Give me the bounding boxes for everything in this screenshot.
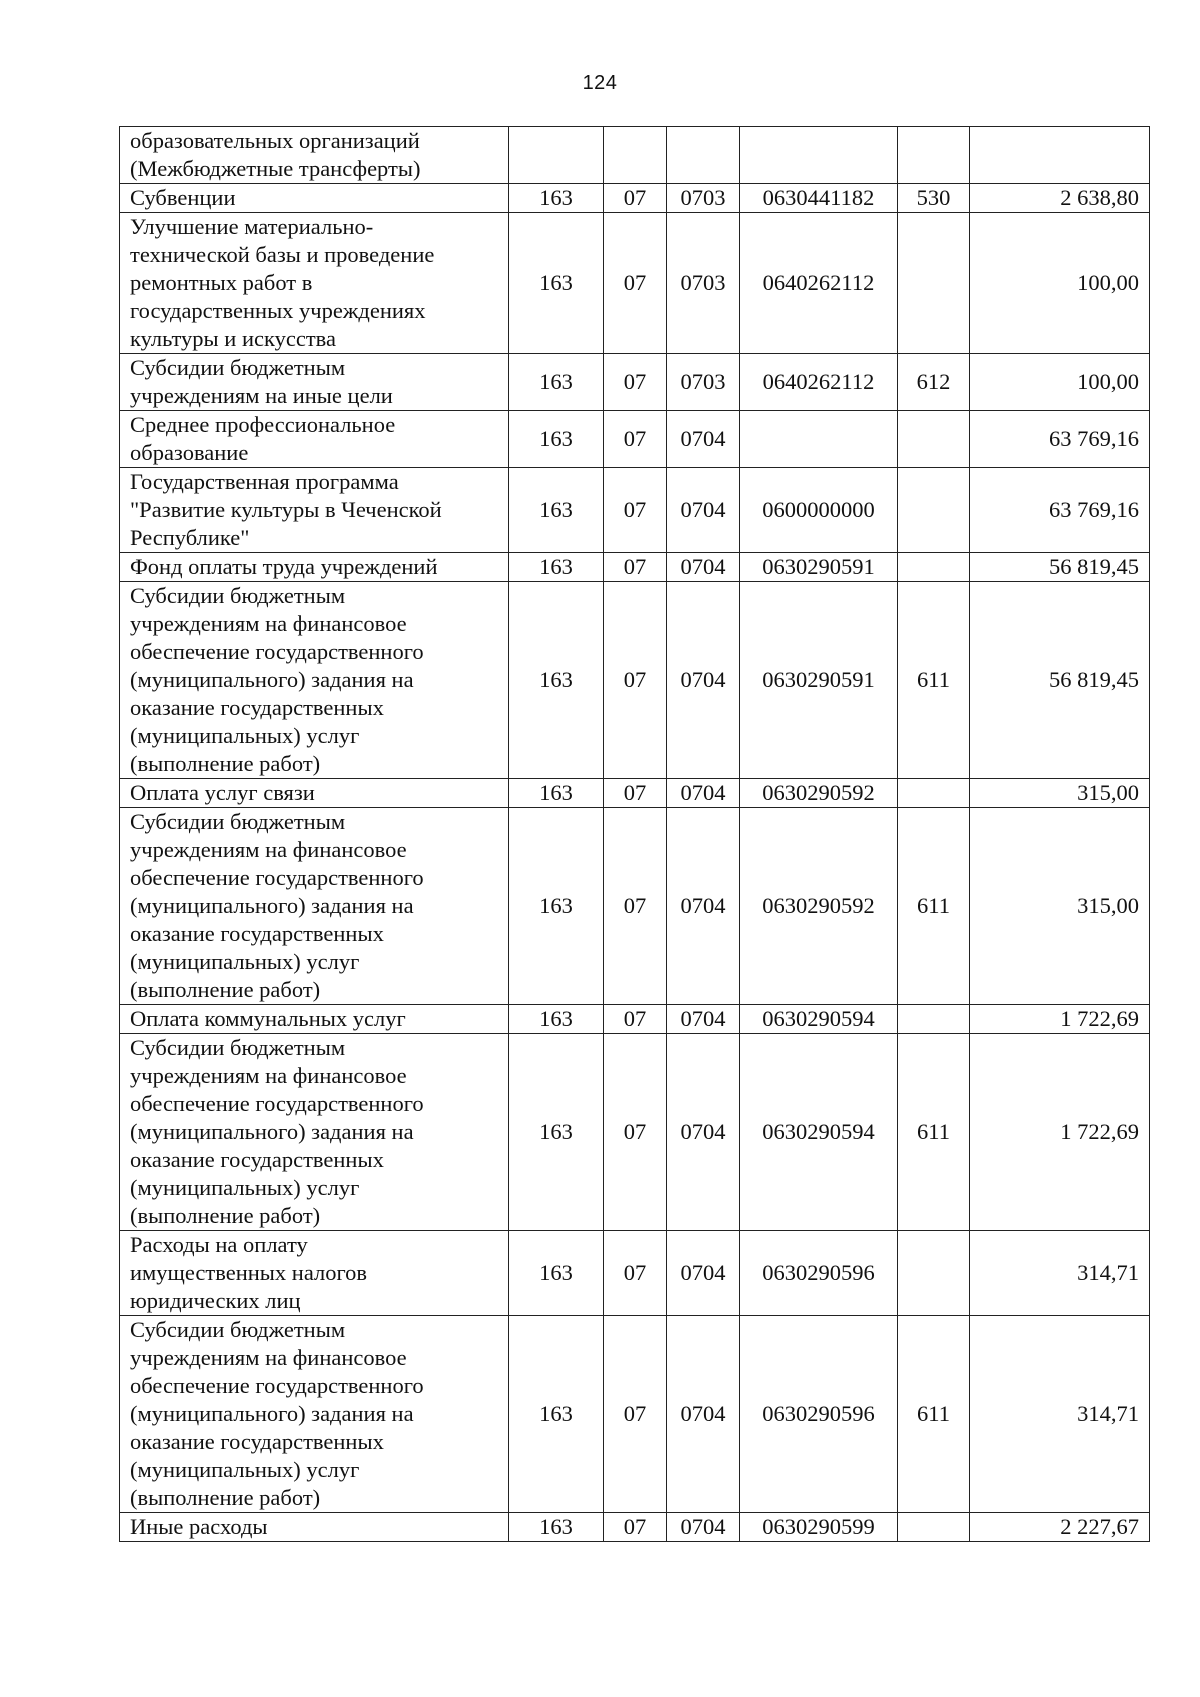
expense-type-cell (898, 468, 970, 553)
target-article-cell (740, 411, 898, 468)
subsection-cell: 0704 (667, 411, 740, 468)
subsection-cell: 0704 (667, 779, 740, 808)
target-article-cell (740, 127, 898, 184)
row-name-cell: Субсидии бюджетным учреждениям на финансовое обеспечение государственного (муниципального) задания на оказание государственных (муниципальных) услуг (выполнение работ) (120, 1034, 509, 1231)
table-row (120, 553, 1150, 582)
grbs-cell: 163 (509, 1034, 604, 1231)
table-row (120, 1513, 1150, 1542)
grbs-cell: 163 (509, 1513, 604, 1542)
row-name-cell: образовательных организаций (Межбюджетные трансферты) (120, 127, 509, 184)
table-row (120, 779, 1150, 808)
row-name-cell: Субсидии бюджетным учреждениям на финансовое обеспечение государственного (муниципального) задания на оказание государственных (муниципальных) услуг (выполнение работ) (120, 808, 509, 1005)
expense-type-cell (898, 1005, 970, 1034)
section-cell: 07 (604, 1231, 667, 1316)
amount-cell: 314,71 (970, 1316, 1150, 1513)
subsection-cell: 0704 (667, 582, 740, 779)
target-article-cell: 0630290591 (740, 553, 898, 582)
section-cell: 07 (604, 411, 667, 468)
expense-type-cell (898, 779, 970, 808)
row-name-cell: Расходы на оплату имущественных налогов юридических лиц (120, 1231, 509, 1316)
target-article-cell: 0630290596 (740, 1231, 898, 1316)
grbs-cell: 163 (509, 1231, 604, 1316)
row-name-cell: Иные расходы (120, 1513, 509, 1542)
amount-cell: 1 722,69 (970, 1034, 1150, 1231)
expense-type-cell: 611 (898, 1034, 970, 1231)
amount-cell (970, 127, 1150, 184)
expense-type-cell (898, 127, 970, 184)
subsection-cell: 0704 (667, 1513, 740, 1542)
row-name-cell: Субсидии бюджетным учреждениям на финансовое обеспечение государственного (муниципального) задания на оказание государственных (муниципальных) услуг (выполнение работ) (120, 582, 509, 779)
subsection-cell (667, 127, 740, 184)
expense-type-cell (898, 553, 970, 582)
grbs-cell: 163 (509, 1316, 604, 1513)
target-article-cell: 0630290591 (740, 582, 898, 779)
table-row (120, 468, 1150, 553)
section-cell: 07 (604, 582, 667, 779)
subsection-cell: 0704 (667, 1005, 740, 1034)
section-cell: 07 (604, 184, 667, 213)
grbs-cell (509, 127, 604, 184)
target-article-cell: 0630290592 (740, 808, 898, 1005)
row-name-cell: Среднее профессиональное образование (120, 411, 509, 468)
amount-cell: 2 227,67 (970, 1513, 1150, 1542)
amount-cell: 315,00 (970, 779, 1150, 808)
subsection-cell: 0704 (667, 1231, 740, 1316)
table-row (120, 354, 1150, 411)
table-row (120, 582, 1150, 779)
table-row (120, 1231, 1150, 1316)
section-cell: 07 (604, 808, 667, 1005)
subsection-cell: 0704 (667, 468, 740, 553)
subsection-cell: 0704 (667, 1034, 740, 1231)
amount-cell: 314,71 (970, 1231, 1150, 1316)
row-name-cell: Улучшение материально- технической базы и проведение ремонтных работ в государственных учреждениях культуры и искусства (120, 213, 509, 354)
grbs-cell: 163 (509, 553, 604, 582)
table-row (120, 411, 1150, 468)
target-article-cell: 0600000000 (740, 468, 898, 553)
row-name-cell: Оплата коммунальных услуг (120, 1005, 509, 1034)
row-name-cell: Субсидии бюджетным учреждениям на финансовое обеспечение государственного (муниципального) задания на оказание государственных (муниципальных) услуг (выполнение работ) (120, 1316, 509, 1513)
expense-type-cell: 611 (898, 582, 970, 779)
budget-table-body (120, 127, 1150, 1542)
section-cell: 07 (604, 468, 667, 553)
table-row (120, 1034, 1150, 1231)
subsection-cell: 0703 (667, 354, 740, 411)
section-cell: 07 (604, 1034, 667, 1231)
row-name-cell: Фонд оплаты труда учреждений (120, 553, 509, 582)
grbs-cell: 163 (509, 808, 604, 1005)
section-cell: 07 (604, 1005, 667, 1034)
table-row (120, 184, 1150, 213)
expense-type-cell: 611 (898, 808, 970, 1005)
section-cell: 07 (604, 553, 667, 582)
target-article-cell: 0630290594 (740, 1034, 898, 1231)
row-name-cell: Оплата услуг связи (120, 779, 509, 808)
target-article-cell: 0640262112 (740, 354, 898, 411)
table-row (120, 213, 1150, 354)
expense-type-cell: 611 (898, 1316, 970, 1513)
grbs-cell: 163 (509, 354, 604, 411)
table-row (120, 127, 1150, 184)
grbs-cell: 163 (509, 184, 604, 213)
expense-type-cell (898, 1231, 970, 1316)
section-cell: 07 (604, 779, 667, 808)
target-article-cell: 0630290594 (740, 1005, 898, 1034)
amount-cell: 1 722,69 (970, 1005, 1150, 1034)
row-name-cell: Государственная программа "Развитие культуры в Чеченской Республике" (120, 468, 509, 553)
budget-table (119, 126, 1150, 1542)
grbs-cell: 163 (509, 1005, 604, 1034)
subsection-cell: 0703 (667, 184, 740, 213)
section-cell (604, 127, 667, 184)
amount-cell: 56 819,45 (970, 582, 1150, 779)
row-name-cell: Субвенции (120, 184, 509, 213)
grbs-cell: 163 (509, 468, 604, 553)
section-cell: 07 (604, 1513, 667, 1542)
section-cell: 07 (604, 213, 667, 354)
section-cell: 07 (604, 1316, 667, 1513)
expense-type-cell (898, 411, 970, 468)
row-name-cell: Субсидии бюджетным учреждениям на иные цели (120, 354, 509, 411)
subsection-cell: 0704 (667, 808, 740, 1005)
grbs-cell: 163 (509, 779, 604, 808)
table-row (120, 1005, 1150, 1034)
subsection-cell: 0703 (667, 213, 740, 354)
subsection-cell: 0704 (667, 553, 740, 582)
expense-type-cell (898, 1513, 970, 1542)
expense-type-cell: 530 (898, 184, 970, 213)
amount-cell: 63 769,16 (970, 468, 1150, 553)
table-row (120, 808, 1150, 1005)
target-article-cell: 0630290592 (740, 779, 898, 808)
section-cell: 07 (604, 354, 667, 411)
expense-type-cell (898, 213, 970, 354)
amount-cell: 56 819,45 (970, 553, 1150, 582)
table-row (120, 1316, 1150, 1513)
subsection-cell: 0704 (667, 1316, 740, 1513)
target-article-cell: 0640262112 (740, 213, 898, 354)
grbs-cell: 163 (509, 582, 604, 779)
amount-cell: 100,00 (970, 354, 1150, 411)
target-article-cell: 0630290596 (740, 1316, 898, 1513)
amount-cell: 100,00 (970, 213, 1150, 354)
amount-cell: 2 638,80 (970, 184, 1150, 213)
page-number: 124 (582, 72, 618, 94)
grbs-cell: 163 (509, 213, 604, 354)
amount-cell: 63 769,16 (970, 411, 1150, 468)
expense-type-cell: 612 (898, 354, 970, 411)
amount-cell: 315,00 (970, 808, 1150, 1005)
grbs-cell: 163 (509, 411, 604, 468)
target-article-cell: 0630441182 (740, 184, 898, 213)
target-article-cell: 0630290599 (740, 1513, 898, 1542)
